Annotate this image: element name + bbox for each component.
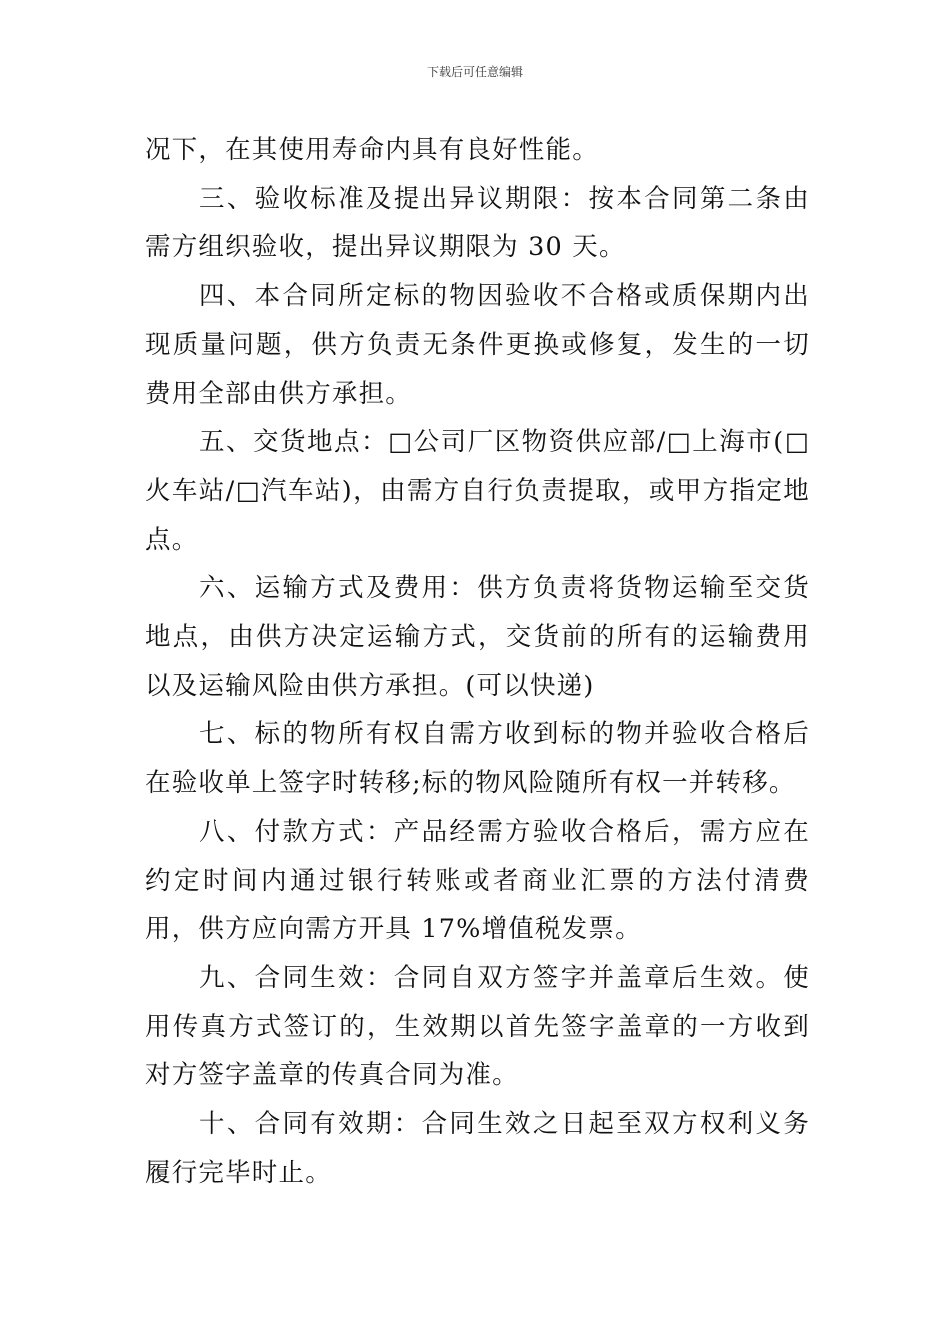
clause-8-payment: 八、付款方式：产品经需方验收合格后，需方应在约定时间内通过银行转账或者商业汇票的方法付清费用，供方应向需方开具 17%增值税发票。	[145, 816, 810, 945]
clause-4-quality: 四、本合同所定标的物因验收不合格或质保期内出现质量问题，供方负责无条件更换或修复，发生的一切费用全部由供方承担。	[145, 281, 810, 409]
clause-10-validity: 十、合同有效期：合同生效之日起至双方权利义务履行完毕时止。	[145, 1109, 810, 1188]
paragraph-continuation: 况下，在其使用寿命内具有良好性能。	[145, 135, 599, 165]
clause-6-transport: 六、运输方式及费用：供方负责将货物运输至交货地点，由供方决定运输方式，交货前的所有的运输费用以及运输风险由供方承担。(可以快递)	[145, 573, 810, 701]
clause-5-delivery-location: 五、交货地点：□公司厂区物资供应部/□上海市(□火车站/□汽车站)，由需方自行负责提取，或甲方指定地点。	[145, 427, 810, 555]
contract-body	[145, 126, 810, 1197]
clause-7-ownership: 七、标的物所有权自需方收到标的物并验收合格后在验收单上签字时转移;标的物风险随所有权一并转移。	[145, 719, 810, 799]
clause-9-effectiveness: 九、合同生效：合同自双方签字并盖章后生效。使用传真方式签订的，生效期以首先签字盖章的一方收到对方签字盖章的传真合同为准。	[145, 962, 810, 1091]
clause-3-acceptance: 三、验收标准及提出异议期限：按本合同第二条由需方组织验收，提出异议期限为 30 天。	[145, 183, 810, 263]
page-header: 下载后可任意编辑	[426, 65, 523, 79]
